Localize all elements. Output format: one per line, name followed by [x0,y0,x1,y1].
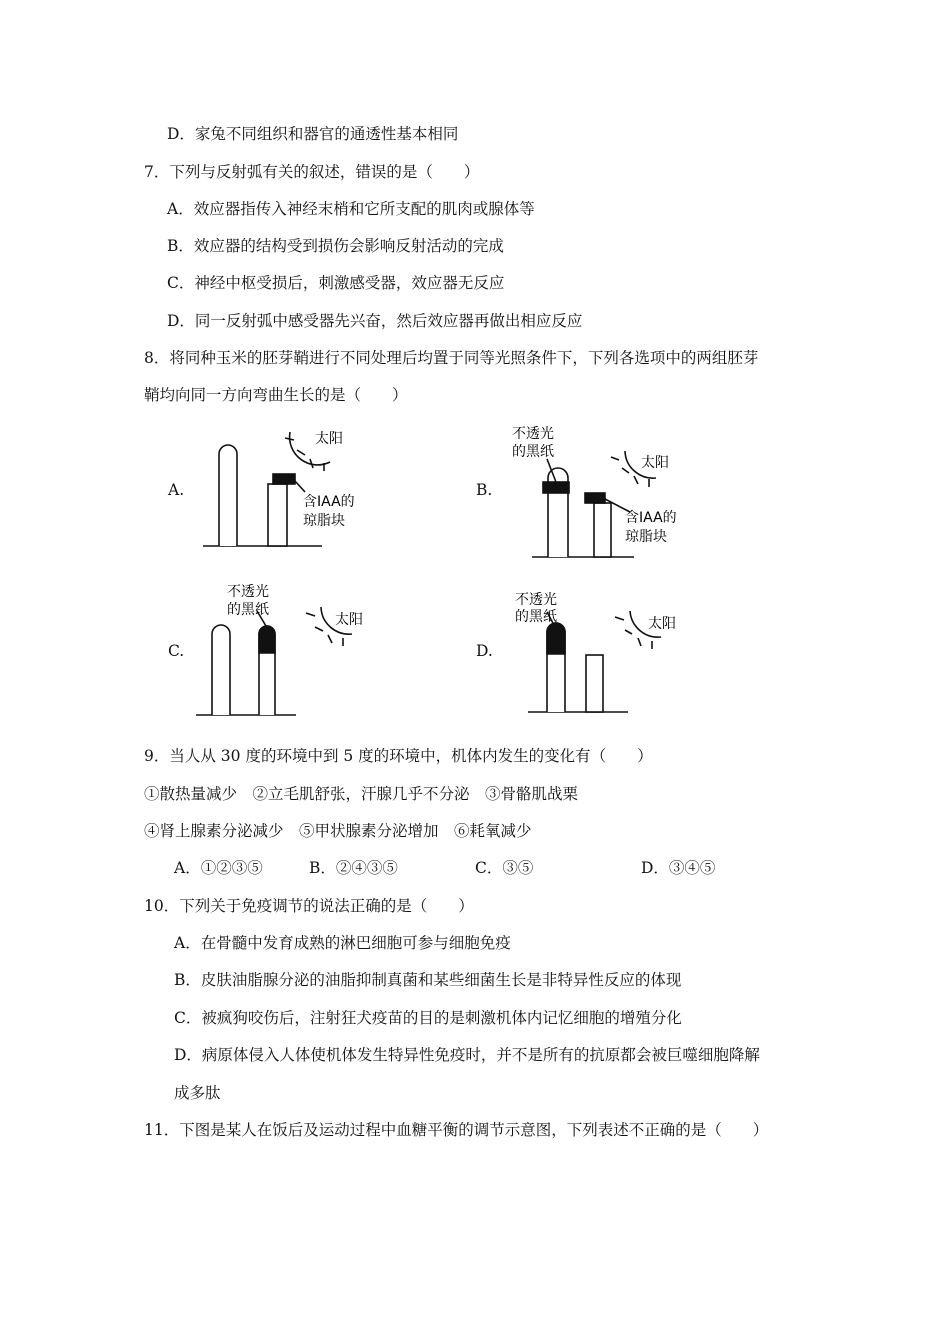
q10-option-a: A．在骨髓中发育成熟的淋巴细胞可参与细胞免疫 [174,934,511,952]
q8-fig-label-d: D. [476,642,493,660]
c-sun-label: 太阳 [335,612,363,628]
q7-option-b: B．效应器的结构受到损伤会影响反射活动的完成 [167,237,504,255]
q9-items-line1: ①散热量减少 ②立毛肌舒张，汗腺几乎不分泌 ③骨骼肌战栗 [144,785,579,803]
q7-option-c: C．神经中枢受损后，刺激感受器，效应器无反应 [167,274,505,292]
q10-option-c: C．被疯狗咬伤后，注射狂犬疫苗的目的是刺激机体内记忆细胞的增殖分化 [174,1009,682,1027]
q7-stem: 7．下列与反射弧有关的叙述，错误的是（ ） [144,163,480,181]
c-paper-label-1: 不透光 [227,584,269,600]
b-paper-label-1: 不透光 [512,426,554,442]
q9-stem: 9．当人从 30 度的环境中到 5 度的环境中，机体内发生的变化有（ ） [144,747,653,765]
a-agar-label-2: 琼脂块 [303,513,345,529]
q8-fig-label-a: A. [168,481,185,499]
q9-items-line2: ④肾上腺素分泌减少 ⑤甲状腺素分泌增加 ⑥耗氧减少 [144,822,532,840]
q10-stem: 10．下列关于免疫调节的说法正确的是（ ） [144,897,474,915]
q9-option-d: D．③④⑤ [641,859,716,877]
q8-stem-line2: 鞘均向同一方向弯曲生长的是（ ） [144,386,408,404]
b-sun-label: 太阳 [641,455,669,471]
q7-option-d: D．同一反射弧中感受器先兴奋，然后效应器再做出相应反应 [167,312,583,330]
c-paper-label-2: 的黑纸 [227,602,269,618]
q10-option-d-line2: 成多肽 [174,1084,221,1102]
b-paper-label-2: 的黑纸 [512,444,554,460]
q9-option-c: C．③⑤ [475,859,534,877]
q7-option-a: A．效应器指传入神经末梢和它所支配的肌肉或腺体等 [167,200,535,218]
q10-option-d-line1: D．病原体侵入人体使机体发生特异性免疫时，并不是所有的抗原都会被巨噬细胞降解 [174,1046,760,1064]
q9-option-a: A．①②③⑤ [174,859,263,877]
q9-option-b: B．②④③⑤ [309,859,398,877]
a-agar-label-1: 含IAA的 [303,494,355,510]
d-sun-label: 太阳 [648,616,676,632]
a-sun-label: 太阳 [315,431,343,447]
b-agar-label-2: 琼脂块 [625,529,667,545]
d-paper-label-2: 的黑纸 [515,609,557,625]
q10-option-b: B．皮肤油脂腺分泌的油脂抑制真菌和某些细菌生长是非特异性反应的体现 [174,971,682,989]
q8-stem-line1: 8．将同种玉米的胚芽鞘进行不同处理后均置于同等光照条件下，下列各选项中的两组胚芽 [144,349,759,367]
q11-stem: 11．下图是某人在饭后及运动过程中血糖平衡的调节示意图，下列表述不正确的是（ ） [144,1121,769,1139]
q8-fig-label-c: C. [168,642,185,660]
d-paper-label-1: 不透光 [515,592,557,608]
q8-fig-label-b: B. [476,481,493,499]
b-agar-label-1: 含IAA的 [625,510,677,526]
q6-option-d: D．家兔不同组织和器官的通透性基本相同 [167,125,459,143]
